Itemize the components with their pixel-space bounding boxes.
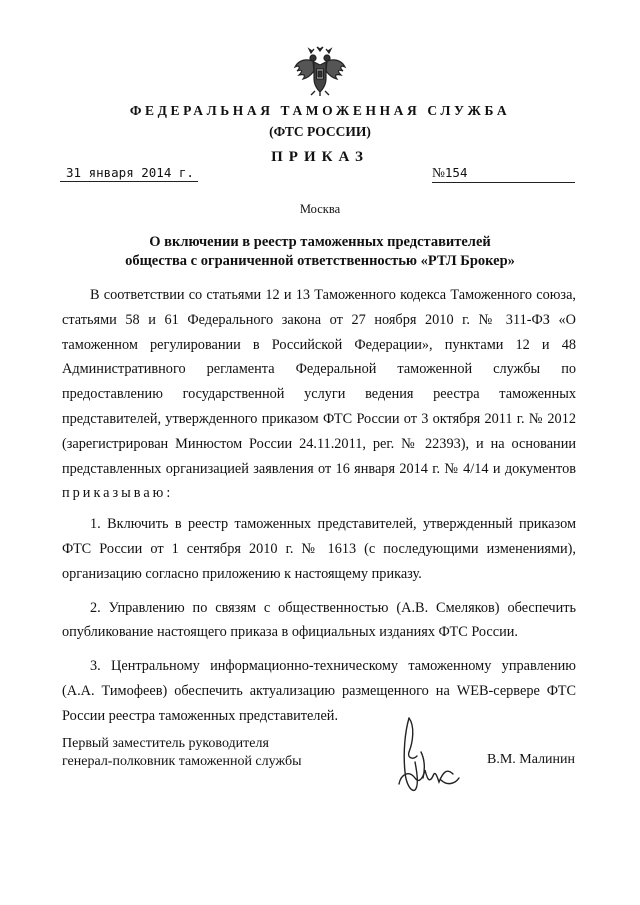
signatory-position (62, 735, 301, 771)
order-item-2: 2. Управлению по связям с общественностью (А.В. Смеляков) обеспечить опубликование настоящего приказа в официальных изданиях ФТС России. (62, 599, 576, 641)
document-body (62, 283, 576, 729)
handwritten-signature-icon (395, 712, 463, 802)
position-line-2: генерал-полковник таможенной службы (62, 754, 302, 769)
agency-abbreviation: (ФТС РОССИИ) (269, 124, 371, 139)
preamble-paragraph (62, 283, 576, 506)
order-date: 31 января 2014 г. (60, 164, 198, 182)
signatory-name: В.М. Малинин (487, 752, 576, 767)
preamble-text: В соответствии со статьями 12 и 13 Таможенного кодекса Таможенного союза, статьями 58 и 61 Федерального закона от 27 ноября 2010 г. № 311-ФЗ «О таможенном регулировании в Российской Федерации», пунктами 12 и 48 Административного регламента Федеральной таможенной службы по предоставлению государственной услуги ведения реестра таможенных представителей, утвержденного приказом ФТС России от 3 октября 2011 г. № 2012 (зарегистрирован Минюстом России 24.11.2011, рег. № 22393), и на основании представленных организацией заявления от 16 января 2014 г. № 4/14 и документов (62, 287, 576, 477)
order-number (432, 164, 575, 183)
document-subject (0, 233, 640, 271)
number-sign: № (432, 165, 445, 180)
city: Москва (299, 202, 341, 216)
order-item-3: 3. Центральному информационно-техническому таможенному управлению (А.А. Тимофеев) обеспечить актуализацию размещенного на WEB-сервере ФТС России реестра таможенных представителей. (62, 658, 576, 724)
agency-name: ФЕДЕРАЛЬНАЯ ТАМОЖЕННАЯ СЛУЖБА (129, 103, 511, 118)
order-word: приказываю: (62, 485, 174, 502)
subject-line-1: О включении в реестр таможенных представителей (149, 234, 491, 250)
number-value: 154 (444, 165, 468, 180)
order-item-1: 1. Включить в реестр таможенных представителей, утвержденный приказом ФТС России от 1 сентября 2010 г. № 1613 (с последующими изменениями), организацию согласно приложению к настоящему приказу. (62, 516, 576, 582)
subject-line-2: общества с ограниченной ответственностью «РТЛ Брокер» (125, 253, 515, 269)
position-line-1: Первый заместитель руководителя (62, 736, 269, 751)
russian-coat-of-arms-icon (293, 45, 347, 97)
document-type: ПРИКАЗ (271, 149, 369, 165)
